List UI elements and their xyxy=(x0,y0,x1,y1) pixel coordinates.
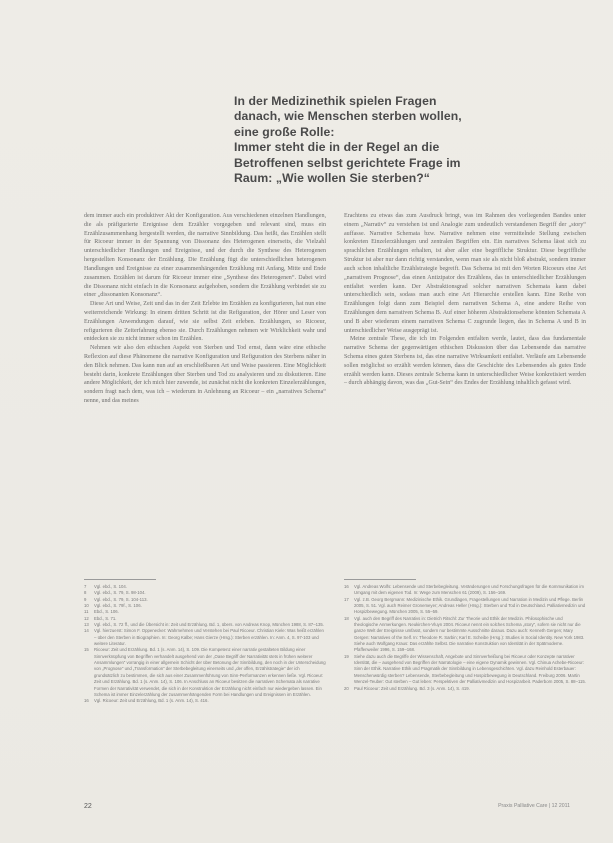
pull-quote-line: eine große Rolle: xyxy=(234,124,335,139)
footnote-text: Vgl. ebd., S. 79f., S. 106. xyxy=(94,603,142,609)
pull-quote-line: Betroffenen selbst gerichtete Frage im xyxy=(234,155,461,170)
body-paragraph: dem immer auch ein produktiver Akt der Konfiguration. Aus verschiedenen einzelnen Handlungen, die als präfigurierte Ereignisse dem Erzähler vorgegeben und relevant sind, muss ein Erzählzusammenhang hergestellt werden, die narrative Sinnbildung. Das heißt, das Erzählen stellt für Ricoeur immer in der Spannung von Dissonanz des Heterogenen einerseits, die Vielzahl unterschiedlicher Handlungen und Ereignisse, und der durch die Synthese des Heterogenen hergestellten Konsonanz der Erzählung. Die Erzählung fügt die unterschiedlichen heterogenen Handlungen und Ereignisse zu einer zusammenhängenden Erzählung mit Anfang, Mitte und Ende zusammen. Erzählen ist darum für Ricoeur immer eine „Synthese des Heterogenen“. Dabei wird die Dissonanz nicht einfach in die Konsonanz aufgehoben, sondern die Erzählung verbindet sie zu einer „dissonanten Konsonanz“. xyxy=(84,213,326,299)
body-paragraph: Nehmen wir also den ethischen Aspekt von Sterben und Tod ernst, dann wäre eine ethische Reflexion auf diese Phänomene die narrative Konfiguration und Refiguration des Sterbens näher in den Blick nehmen. Das kann nun auf an erschließbaren Art und Weise passieren. Eine Möglichkeit besteht darin, konkrete Erzählungen über Sterben und Tod zu analysieren und zu diskutieren. Eine andere Möglichkeit, der ich mich hier zuwende, ist zunächst nicht die konkreten Einzelerzählungen, sondern fragt nach dem, was ich – wiederum in Anlehnung an Ricoeur – ein „narratives Schema“ nenne, und das meines xyxy=(84,345,326,405)
footnote-number: 17 xyxy=(344,596,349,602)
footnote-text: Vgl. ebd., S. 72 ff., und die Übersicht in: Zeit und Erzählung. Bd. 1, übers. von Andreas Knop, München 1988, S. 87–135. xyxy=(94,622,324,628)
footnote-text: Vgl. ebd., S. 79, S. 98-104. xyxy=(94,590,146,596)
footnote-number: 16 xyxy=(84,698,89,704)
footnote-number: 18 xyxy=(344,615,349,621)
footnotes-left xyxy=(84,584,326,705)
footnote-number: 8 xyxy=(84,590,87,596)
body-paragraph: Diese Art und Weise, Zeit und das in der Zeit Erlebte im Erzählen zu konfigurieren, hat nun eine weiterreichende Wirkung: In einem dritten Schritt ist die Refiguration, der Hörer und Leser von Erzählungen Anwendungen darauf, wie sie selbst Zeit erleben. Erzählungen, so Ricoeur, refigurieren die Zeiterfahrung ebenso sie. Durch Erzählungen nehmen wir Wirklichkeit wahr und entdecken sie zu nicht immer schon im Erzählen. xyxy=(84,301,326,343)
pull-quote xyxy=(234,94,534,186)
footnote xyxy=(344,616,586,654)
pull-quote-line: danach, wie Menschen sterben wollen, xyxy=(234,109,462,124)
footnote-text: Siehe dazu auch die Begriffe der Wissenschaft, Angebote und Sinnverheißung bei Ricoeur oder Konzepte narrativer Identität, die – ausgehend von Begriffen der Narratologie – eine eigene Dynamik gewinnen. Vgl. Chinua Achebe-Ricoeur: Sinn der Ethik. Narrative Ethik und Pragmatik der Sinnbildung in Lebensgeschichten. Vgl. dazu Reinhold Esterbauer: Menschenwürdig sterben? Lebensende, Sterbebegleitung und Hospizbewegung in Deutschland. Freiburg 2006. Martin Wenzel-Teuber: Gut sterben – Gut leben: Perspektiven der Palliativmedizin und Hospizarbeit. Paderborn 2005, S. 88–115. xyxy=(354,653,587,685)
footnote-text: Paul Ricoeur: Zeit und Erzählung. Bd. 3 (s. Anm. 14), S. 419. xyxy=(354,685,470,691)
footnote-number: 7 xyxy=(84,584,87,589)
pull-quote-line: Raum: „Wie wollen Sie sterben?“ xyxy=(234,171,430,186)
footnote-divider xyxy=(84,579,156,580)
footnote-number: 9 xyxy=(84,596,87,602)
footnote-text: Ebd., S. 71. xyxy=(94,615,117,621)
footnote-number: 12 xyxy=(84,615,89,621)
footnote-number: 10 xyxy=(84,603,89,609)
footnote-number: 19 xyxy=(344,653,349,659)
footnote-number: 16 xyxy=(344,584,349,589)
body-paragraph: Erachtens zu etwas das zum Ausdruck bringt, was im Rahmen des vorliegenden Bandes unter einem „Narrativ“ zu verstehen ist und Analogie zum undeutlich verstandenen Begriff der „story“ auffasse. Narrative Schemata bzw. Narrative nehmen eine vermittelnde Stellung zwischen konkreten Einzelerzählungen und zentralen Begriffen ein. Ein narratives Schema lässt sich zu sprachlichen Erzählungen erhalten, ist aber aller eine begriffliche Struktur. Diese begriffliche Struktur ist aber nur dann richtig verstanden, wenn man sie als nicht bloß abstrakt, sondern immer auch schon inhaltliche Erzählstrategie begreift. Das Schema ist mit den Worten Ricoeurs eine Art „narrativen Prognose“, das einen Antizipator des Erzählens, das in unterschiedlicher Erzählungen entfaltet werden kann. Der Abstraktionsgrad solcher narrativen Schemata kann dabei unterschiedlich sein, sodass man auch eine Art Hierarchie erstellen kann. Eine Reihe von Erzählungen folgt dann zum Beispiel dem narrativen Schema A, eine andere Reihe von Erzählungen dem narrativen Schema B. Auf einer höheren Abstraktionsebene könnten Schemata A und B aber wiederum einem narrativen Schema C zugrunde liegen, das in Schema A und B in unterschiedlicher Weise ausgeprägt ist. xyxy=(344,213,586,334)
footnote-text: Vgl. z.B. Georg Bergmann: Medizinische Ethik. Grundlagen, Fragestellungen und Narration in Medizin und Pflege. Berlin 2005, S. 51. Vgl. auch Reimer Gronemeyer; Andreas Heller (Hrsg.): Sterben und Tod in Deutschland. Palliativmedizin und Hospizbewegung. München 2005, S. 55–59. xyxy=(354,596,586,615)
footnote-number: 13 xyxy=(84,622,89,628)
footnotes-right xyxy=(344,584,586,692)
footnote xyxy=(344,654,586,686)
footnote-text: Vgl. Ricoeur: Zeit und Erzählung, Bd. 1 (s. Anm. 14), S. 416. xyxy=(94,698,209,704)
footnote xyxy=(344,686,586,692)
footnote-text: Vgl. Andreas Wolfs: Lebensende und Sterbebegleitung. Veränderungen und Forschungsfragen für die Kommunikation im Umgang mit dem eigenen Tod. In: Wege zum Menschen 61 (2009), S. 156–169. xyxy=(354,584,584,596)
page-number: 22 xyxy=(84,803,92,810)
publication-info: Praxis Palliative Care | 12 2011 xyxy=(498,803,570,809)
body-paragraph: Meine zentrale These, die ich im Folgenden entfalten werde, lautet, dass das fundamentale narrative Schema der gegenwärtigen ethischen Diskussion über das Lebensende das narrative Schema eines guten Sterbens ist, das eine narrative Wirksamkeit entfaltet. Verläufe am Lebensende sollen möglichst so erzählt werden können, dass die Geschichte des Lebensendes als gutes Ende erzählt werden kann. Dieses zentrale Schema kann in unterschiedlicher Weise konkretisiert werden – durch abhängig davon, was das „Gut-Sein“ des Endes der Erzählung inhaltlich gefasst wird. xyxy=(344,336,586,387)
footnote-text: Ebd., S. 106. xyxy=(94,609,119,615)
footnote-number: 14 xyxy=(84,628,89,634)
footnote-number: 20 xyxy=(344,685,349,691)
body-column-left xyxy=(84,212,326,406)
footnote xyxy=(344,597,586,616)
footnote-text: Vgl. auch den Begriff des Narrativs in: Dietrich Ritschl: Zur Theorie und Ethik der Medizin. Philosophische und theologische Anmerkungen. Neukirchen-Vluyn 2004. Ricoeur nennt ein solches Schema „story“, sofern sie nicht nur die ganze Welt der Ereignisse umfasst, sondern nur bestimmte Ausschnitte daraus. Dazu auch: Kenneth Gergen; Mary Gergen: Narratives of the Self. In: Theodore R. Sarbin; Karl E. Scheibe (Hrsg.): Studies in Social Identity. New York 1983. Siehe auch Wolfgang Kraus: Das erzählte Selbst. Die narrative Konstruktion von Identität in der Spätmoderne. Pfaffenweiler 1996, S. 159–168. xyxy=(354,615,585,653)
footnote-text: Ricoeur: Zeit und Erzählung. Bd. 1 (s. Anm. 14), S. 109. Die Kompetenz einer narrativ gestalteten Bildung einer Sinnverknüpfung von Begriffen verhandelt ausgehend von der „Oase Begriff der Narrativität stets in frühen weiterer Ansammlungen“ vorrangig in einer allgemein Schicht der über Betonung der Sinnbildung, den noch in der Unterscheidung von „Prognose“ und „Transformation“ der Sterbebegleitung einerseits und „der offen, Erzählstrategie“ der ich grundsätzlich zu bestimmen, die sich aus einer Zusammenführung von Sinn-Performanzen erkennen ließe. Vgl. Ricoeur: Zeit und Erzählung. Bd. 1 (s. Anm. 14), S. 106. In Anschluss an Ricoeur besitzen die narrativen Schemata als narrative Formen der Narrativität verwendet, die sich in der Konstruktion der Erzählung nicht einfach nur wiedergeben lassen. Ein Schema ist immer Einzelerzählung der zusammenhängenden Form bei Handlungen und Ereignissen im Erzählen. xyxy=(94,647,326,697)
body-column-right xyxy=(344,212,586,388)
footnote-text: Vgl. ebd., S. 104. xyxy=(94,584,127,589)
footnote-divider xyxy=(344,579,416,580)
pull-quote-line: In der Medizinethik spielen Fragen xyxy=(234,94,437,108)
footnote-number: 11 xyxy=(84,609,89,615)
pull-quote-line: Immer steht die in der Regel an die xyxy=(234,140,440,155)
footnote xyxy=(84,647,326,698)
footnote-text: Vgl. hierzuerst: Simon F. Oppenecker: Wahrnehmen und Verstehen bei Paul Ricoeur. Christian Kiele: Was heißt erzählen – über den Sterben in Biographien. In: Georg Kalbe; Hans Gierze (Hrsg.): Sterben erzählen. In: Anm. 4, S. 97-103 und weitere Literatur. xyxy=(94,628,324,647)
footnote xyxy=(84,628,326,647)
footnote xyxy=(344,584,586,597)
footnote xyxy=(84,698,326,704)
footnote-text: Vgl. ebd., S. 79, S. 104-113. xyxy=(94,596,148,602)
footnote-number: 15 xyxy=(84,647,89,653)
